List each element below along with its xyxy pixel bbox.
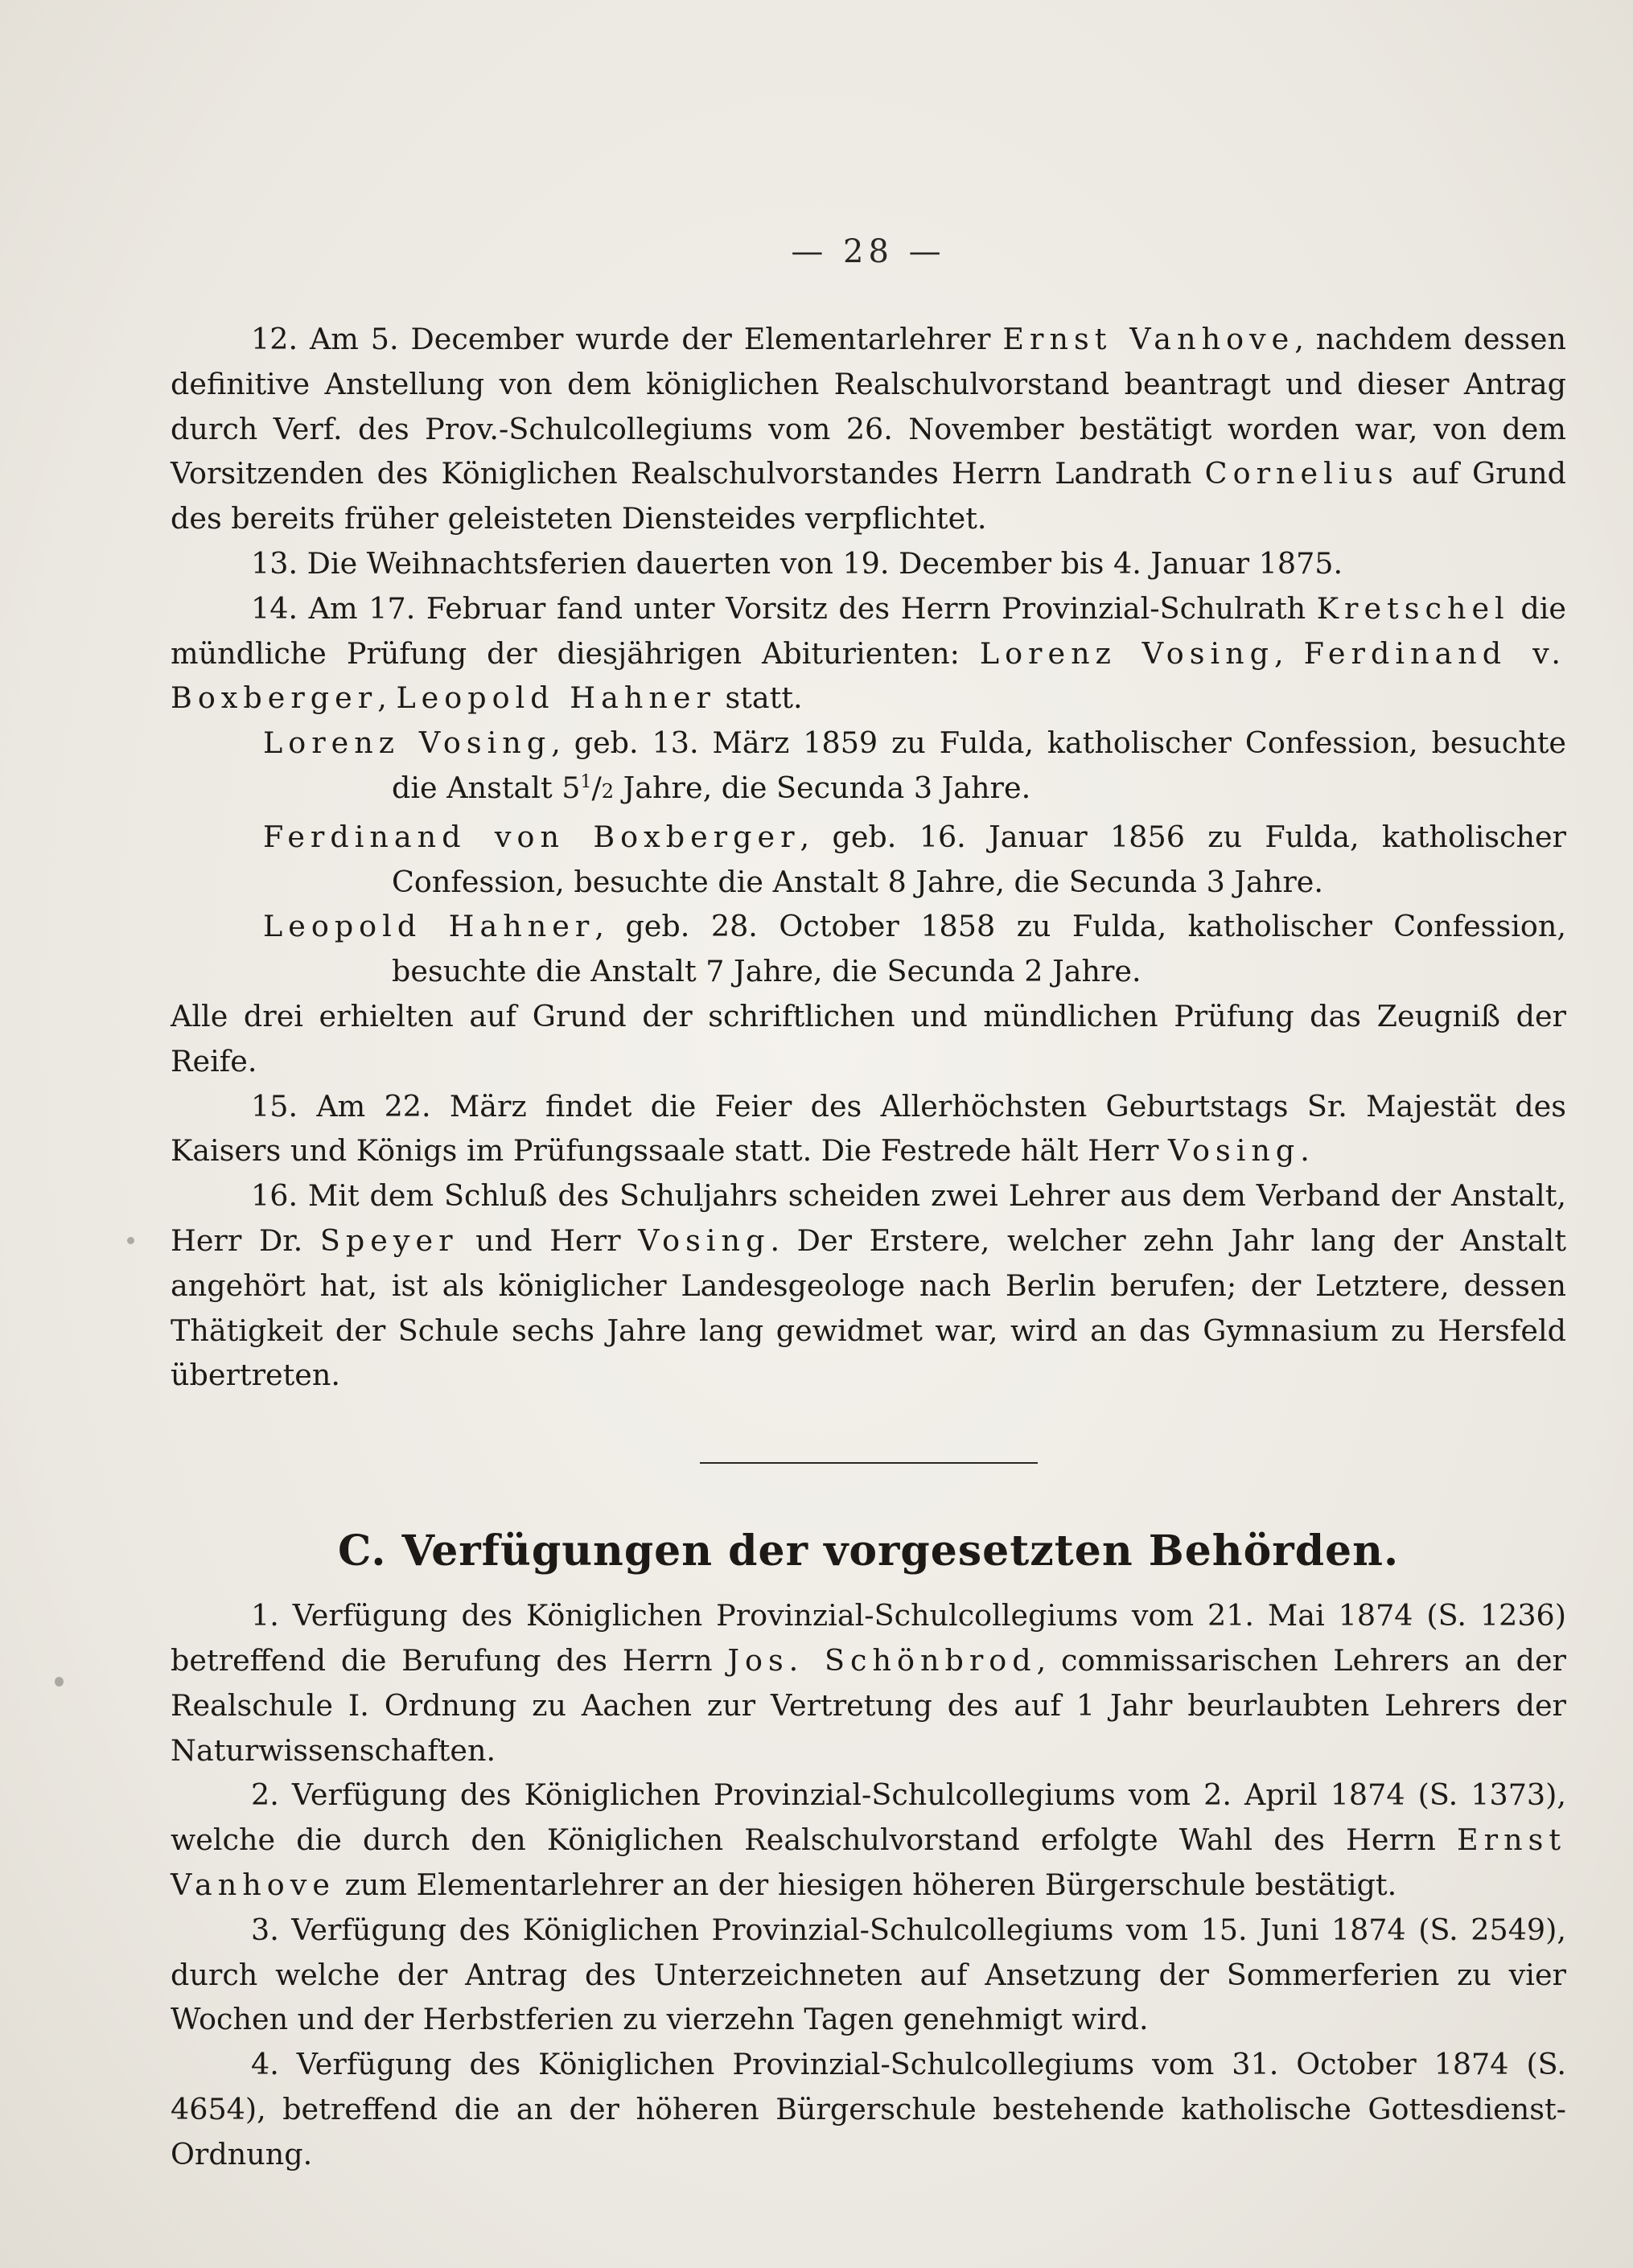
person-name: Leopold Hahner <box>263 909 595 944</box>
page-text <box>171 233 1566 2176</box>
decree-item-4: 4. Verfügung des Königlichen Provinzial-Schulcollegiums vom 31. October 1874 (S. 4654), betreffend die an der höheren Bürgerschule bestehende katholische Gottesdienst-Ordnung. <box>171 2047 1566 2171</box>
person-name: Ernst Vanhove <box>1002 322 1295 356</box>
decree-item-3: 3. Verfügung des Königlichen Provinzial-Schulcollegiums vom 15. Juni 1874 (S. 2549), durch welche der Antrag des Unterzeichneten auf Ansetzung der Sommerferien zu vier Wochen und der Herbstferien zu vierzehn Tagen genehmigt wird. <box>171 1912 1566 2037</box>
person-name: Kretschel <box>1316 590 1510 626</box>
biography-vosing: Lorenz Vosing, geb. 13. März 1859 zu Fulda, katholischer Confession, besuchte die Anstalt $5^1/2$ Jahre, die Secunda 3 Jahre. <box>263 725 1566 805</box>
biography-hahner: Leopold Hahner, geb. 28. October 1858 zu Fulda, katholischer Confession, besuchte die Anstalt 7 Jahre, die Secunda 2 Jahre. <box>263 909 1566 989</box>
person-name: Cornelius <box>1204 456 1399 491</box>
person-name: Vosing <box>638 1222 771 1258</box>
person-name: Speyer <box>319 1222 459 1258</box>
person-name: Leopold Hahner <box>396 680 716 716</box>
paragraph-reife: Alle drei erhielten auf Grund der schriftlichen und mündlichen Prüfung das Zeugniß der Reife. <box>171 998 1566 1079</box>
paragraph-16: 16. Mit dem Schluß des Schuljahrs scheiden zwei Lehrer aus dem Verband der Anstalt, Herr Dr. Speyer und Herr Vosing. Der Erstere, welcher zehn Jahr lang der Anstalt angehört hat, ist als königlicher Landesgeologe nach Berlin berufen; der Letztere, dessen Thätigkeit der Schule sechs Jahre lang gewidmet war, wird an das Gymnasium zu Hersfeld übertreten. <box>171 1178 1566 1393</box>
section-heading: C. Verfügungen der vorgesetzten Behörden. <box>337 1526 1400 1576</box>
paper-speck <box>55 1677 64 1687</box>
decree-item-2: 2. Verfügung des Königlichen Provinzial-Schulcollegiums vom 2. April 1874 (S. 1373), welche die durch den Königlichen Realschulvorstand erfolgte Wahl des Herrn Ernst Vanhove zum Elementarlehrer an der hiesigen höheren Bürgerschule bestätigt. <box>171 1777 1566 1902</box>
person-name: Lorenz Vosing <box>263 725 552 761</box>
paragraph-13: 13. Die Weihnachtsferien dauerten von 19. December bis 4. Januar 1875. <box>251 545 1343 581</box>
person-name: Jos. Schönbrod <box>727 1642 1037 1678</box>
person-name: Lorenz Vosing <box>979 635 1275 671</box>
person-name: Ernst Vanhove <box>171 1822 1566 1902</box>
person-name: Ferdinand von Boxberger <box>263 819 800 854</box>
section-divider <box>700 1462 1038 1464</box>
person-name: Vosing <box>1168 1133 1301 1169</box>
paper-speck <box>127 1237 134 1244</box>
paragraph-14: 14. Am 17. Februar fand unter Vorsitz des Herrn Provinzial-Schulrath Kretschel die mündliche Prüfung der diesjährigen Abiturienten: Lorenz Vosing, Ferdinand v. Boxberger, Leopold Hahner statt. <box>171 590 1566 716</box>
paragraph-15: 15. Am 22. März findet die Feier des Allerhöchsten Geburtstags Sr. Majestät des Kaisers und Königs im Prüfungssaale statt. Die Festrede hält Herr Vosing. <box>171 1088 1566 1169</box>
decree-item-1: 1. Verfügung des Königlichen Provinzial-Schulcollegiums vom 21. Mai 1874 (S. 1236) betreffend die Berufung des Herrn Jos. Schönbrod, commissarischen Lehrers an der Realschule I. Ordnung zu Aachen zur Vertretung des auf 1 Jahr beurlaubten Lehrers der Naturwissenschaften. <box>171 1598 1566 1768</box>
paragraph-12: 12. Am 5. December wurde der Elementarlehrer Ernst Vanhove, nachdem dessen definitive Anstellung von dem königlichen Realschulvorstand beantragt und dieser Antrag durch Verf. des Prov.-Schulcollegiums vom 26. November bestätigt worden war, von dem Vorsitzenden des Königlichen Realschulvorstandes Herrn Landrath Cornelius auf Grund des bereits früher geleisteten Diensteides verpflichtet. <box>171 322 1567 536</box>
page-number: — 28 — <box>791 233 946 270</box>
person-name: Ferdinand v. Boxberger <box>171 635 1566 716</box>
biography-boxberger: Ferdinand von Boxberger, geb. 16. Januar 1856 zu Fulda, katholischer Confession, besuchte die Anstalt 8 Jahre, die Secunda 3 Jahre. <box>263 819 1566 899</box>
